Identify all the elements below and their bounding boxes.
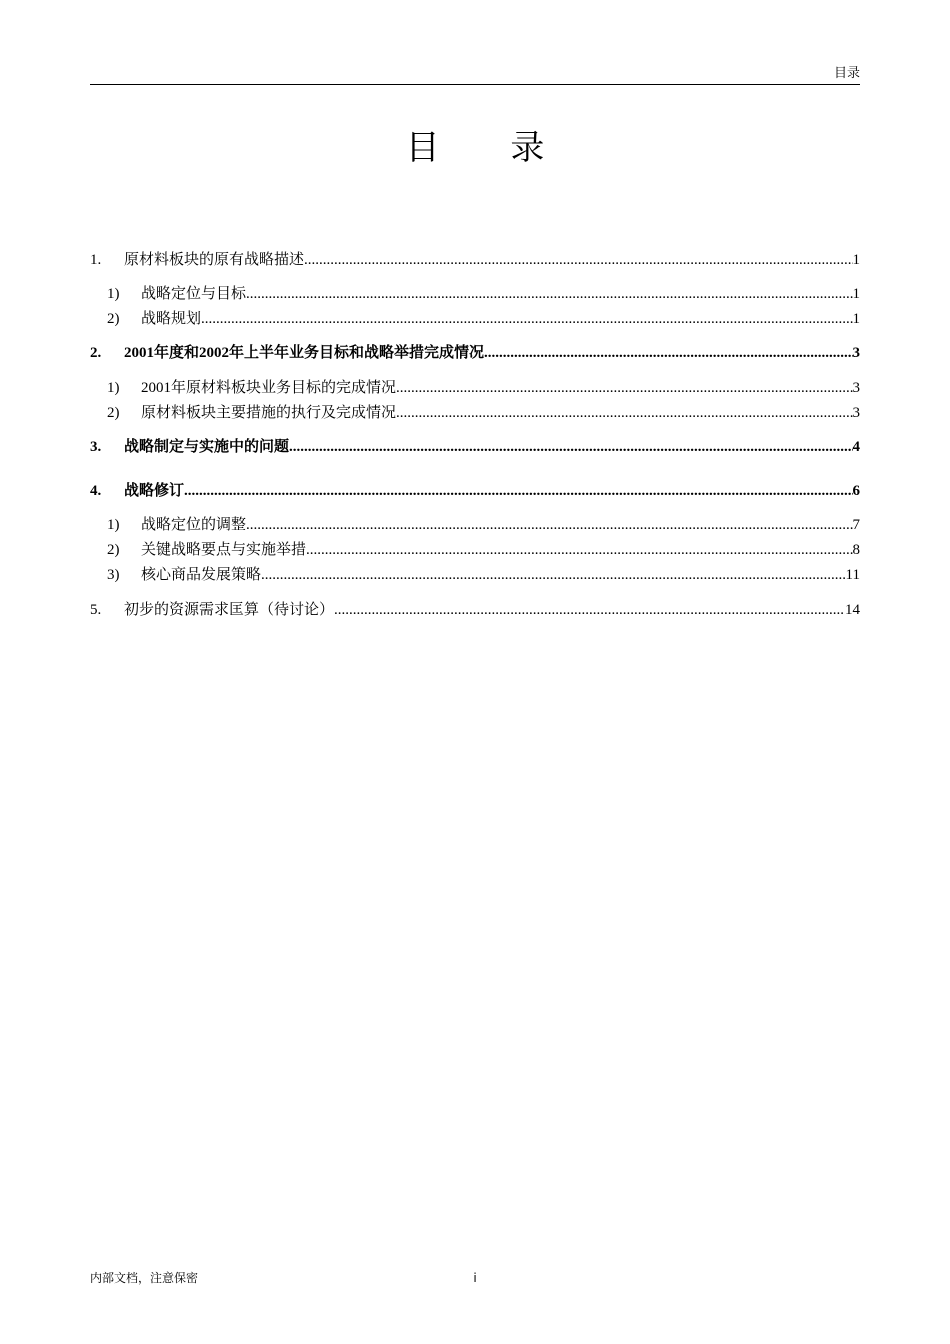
toc-entry-number: 1) — [107, 286, 120, 302]
toc-entry[interactable] — [90, 284, 860, 304]
toc-entry[interactable] — [90, 403, 860, 423]
toc-entry-title: 核心商品发展策略 — [141, 567, 262, 583]
toc-entry-number: 2) — [107, 311, 120, 327]
toc-dot-leader — [304, 250, 852, 270]
toc-entry[interactable] — [90, 540, 860, 560]
toc-entry-page: 8 — [852, 542, 860, 558]
toc-entry-number: 5. — [90, 602, 102, 618]
toc-entry-page: 4 — [852, 439, 860, 455]
toc-entry-title: 2001年度和2002年上半年业务目标和战略举措完成情况 — [124, 345, 485, 361]
toc-entry-number: 4. — [90, 483, 102, 499]
toc-entry-title: 原材料板块主要措施的执行及完成情况 — [141, 405, 397, 421]
toc-entry[interactable] — [90, 515, 860, 535]
toc-entry[interactable] — [90, 481, 860, 501]
toc-entry-number: 1) — [107, 517, 120, 533]
toc-entry-page: 7 — [852, 517, 860, 533]
toc-entry-title: 战略制定与实施中的问题 — [124, 439, 290, 455]
header-divider — [90, 84, 860, 85]
toc-entry-title: 初步的资源需求匡算（待讨论） — [124, 602, 335, 618]
toc-entry-number: 1. — [90, 252, 102, 268]
toc-entry-number: 2. — [90, 345, 102, 361]
toc-entry-page: 6 — [852, 483, 860, 499]
toc-entry-title: 战略定位与目标 — [141, 286, 247, 302]
toc-dot-leader — [246, 284, 852, 304]
header-label: 目录 — [833, 66, 860, 81]
toc-entry[interactable] — [90, 343, 860, 363]
toc-entry-title: 战略规划 — [141, 311, 202, 327]
toc-entry[interactable] — [90, 565, 860, 585]
toc-entry-number: 3. — [90, 439, 102, 455]
toc-entry[interactable] — [90, 378, 860, 398]
page-number: i — [473, 1271, 477, 1285]
toc-entry[interactable] — [90, 250, 860, 270]
toc-entry-page: 3 — [852, 380, 860, 396]
toc-entry-page: 1 — [852, 252, 860, 268]
toc-entry-number: 2) — [107, 405, 120, 421]
toc-entry-page: 3 — [852, 345, 860, 361]
toc-dot-leader — [484, 343, 852, 363]
toc-entry-page: 1 — [852, 311, 860, 327]
toc-entry-page: 3 — [852, 405, 860, 421]
toc-dot-leader — [396, 403, 852, 423]
toc-entry-title: 2001年原材料板块业务目标的完成情况 — [141, 380, 397, 396]
toc-entry-title: 战略定位的调整 — [141, 517, 247, 533]
page-title: 目 录 — [405, 128, 575, 168]
toc-dot-leader — [396, 378, 852, 398]
toc-entry[interactable] — [90, 309, 860, 329]
toc-entry-title: 战略修订 — [124, 483, 185, 499]
toc-entry-page: 1 — [852, 286, 860, 302]
toc-dot-leader — [201, 309, 852, 329]
toc-entry-number: 2) — [107, 542, 120, 558]
toc-entry[interactable] — [90, 600, 860, 620]
confidentiality-note: 内部文档，注意保密 — [90, 1271, 199, 1285]
toc-entry-number: 3) — [107, 567, 120, 583]
toc-dot-leader — [289, 437, 852, 457]
toc-dot-leader — [184, 481, 852, 501]
toc-entry[interactable] — [90, 437, 860, 457]
toc-dot-leader — [261, 565, 846, 585]
toc-entry-title: 关键战略要点与实施举措 — [141, 542, 307, 558]
toc-entry-title: 原材料板块的原有战略描述 — [124, 252, 305, 268]
toc-entry-page: 11 — [845, 567, 860, 583]
toc-entry-page: 14 — [845, 602, 860, 618]
toc-dot-leader — [306, 540, 852, 560]
toc-dot-leader — [334, 600, 845, 620]
toc-dot-leader — [246, 515, 852, 535]
toc-entry-number: 1) — [107, 380, 120, 396]
